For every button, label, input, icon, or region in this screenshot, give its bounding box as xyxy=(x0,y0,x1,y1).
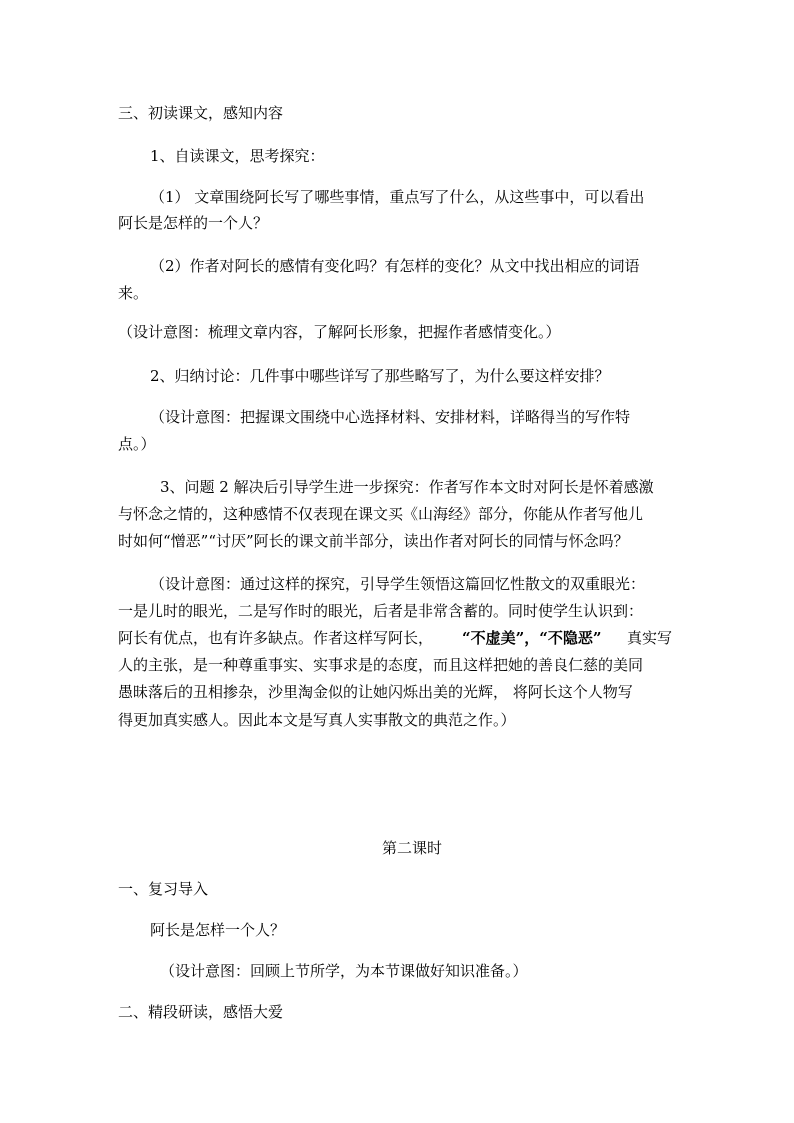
question-1-2-line-1: （2）作者对阿长的感情有变化吗？有怎样的变化？从文中找出相应的词语 xyxy=(150,257,640,275)
design-intent-3-line-4: 人的主张，是一种尊重事实、实事求是的态度，而且这样把她的善良仁慈的美同 xyxy=(118,656,644,674)
design-intent-3-line-3-end: 真实写 xyxy=(627,629,673,647)
question-1-2-line-2: 来。 xyxy=(118,284,149,302)
section-heading-review: 一、复习导入 xyxy=(118,880,209,898)
question-3-line-3: 时如何“憎恶”“讨厌”阿长的课文前半部分，读出作者对阿长的同情与怀念吗？ xyxy=(118,532,629,550)
design-intent-2-line-1: （设计意图：把握课文围绕中心选择材料、安排材料，详略得当的写作特 xyxy=(150,408,631,426)
design-intent-3-line-3: 阿长有优点，也有许多缺点。作者这样写阿长， xyxy=(118,629,434,647)
design-intent-3-line-5: 愚昧落后的丑相掺杂，沙里淘金似的让她闪烁出美的光辉， 将阿长这个人物写 xyxy=(118,683,633,701)
design-intent-3-emphasis: “不虚美”，“不隐恶” xyxy=(462,629,602,647)
design-intent-2-line-2: 点。） xyxy=(118,435,156,453)
question-3-line-2: 与怀念之情的，这种感情不仅表现在课文买《山海经》部分，你能从作者写他儿 xyxy=(118,505,644,523)
lesson-2-title: 第二课时 xyxy=(382,839,443,857)
question-3-line-1: 3、问题 2 解决后引导学生进一步探究：作者写作本文时对阿长是怀着感激 xyxy=(160,478,654,496)
section-heading-3: 三、初读课文，感知内容 xyxy=(118,104,284,122)
question-1-heading: 1、自读课文，思考探究： xyxy=(150,147,325,165)
question-2: 2、归纳讨论：几件事中哪些详写了那些略写了，为什么要这样安排？ xyxy=(150,367,610,385)
design-intent-3-line-6: 得更加真实感人。因此本文是写真人实事散文的典范之作。） xyxy=(118,711,516,729)
section-heading-close-reading: 二、精段研读，感悟大爱 xyxy=(118,1003,284,1021)
design-intent-3-line-2: 一是儿时的眼光，二是写作时的眼光，后者是非常含蓄的。同时使学生认识到： xyxy=(118,602,644,620)
question-1-1-line-2: 阿长是怎样的一个人？ xyxy=(118,214,269,232)
question-1-1-line-1: （1） 文章围绕阿长写了哪些事情，重点写了什么，从这些事中，可以看出 xyxy=(150,188,645,206)
design-intent-3-line-1: （设计意图：通过这样的探究，引导学生领悟这篇回忆性散文的双重眼光： xyxy=(150,575,646,593)
design-intent-review: （设计意图：回顾上节所学，为本节课做好知识准备。） xyxy=(160,962,528,980)
review-question: 阿长是怎样一个人？ xyxy=(150,921,286,939)
design-intent-1: （设计意图：梳理文章内容，了解阿长形象，把握作者感情变化。） xyxy=(118,323,561,341)
